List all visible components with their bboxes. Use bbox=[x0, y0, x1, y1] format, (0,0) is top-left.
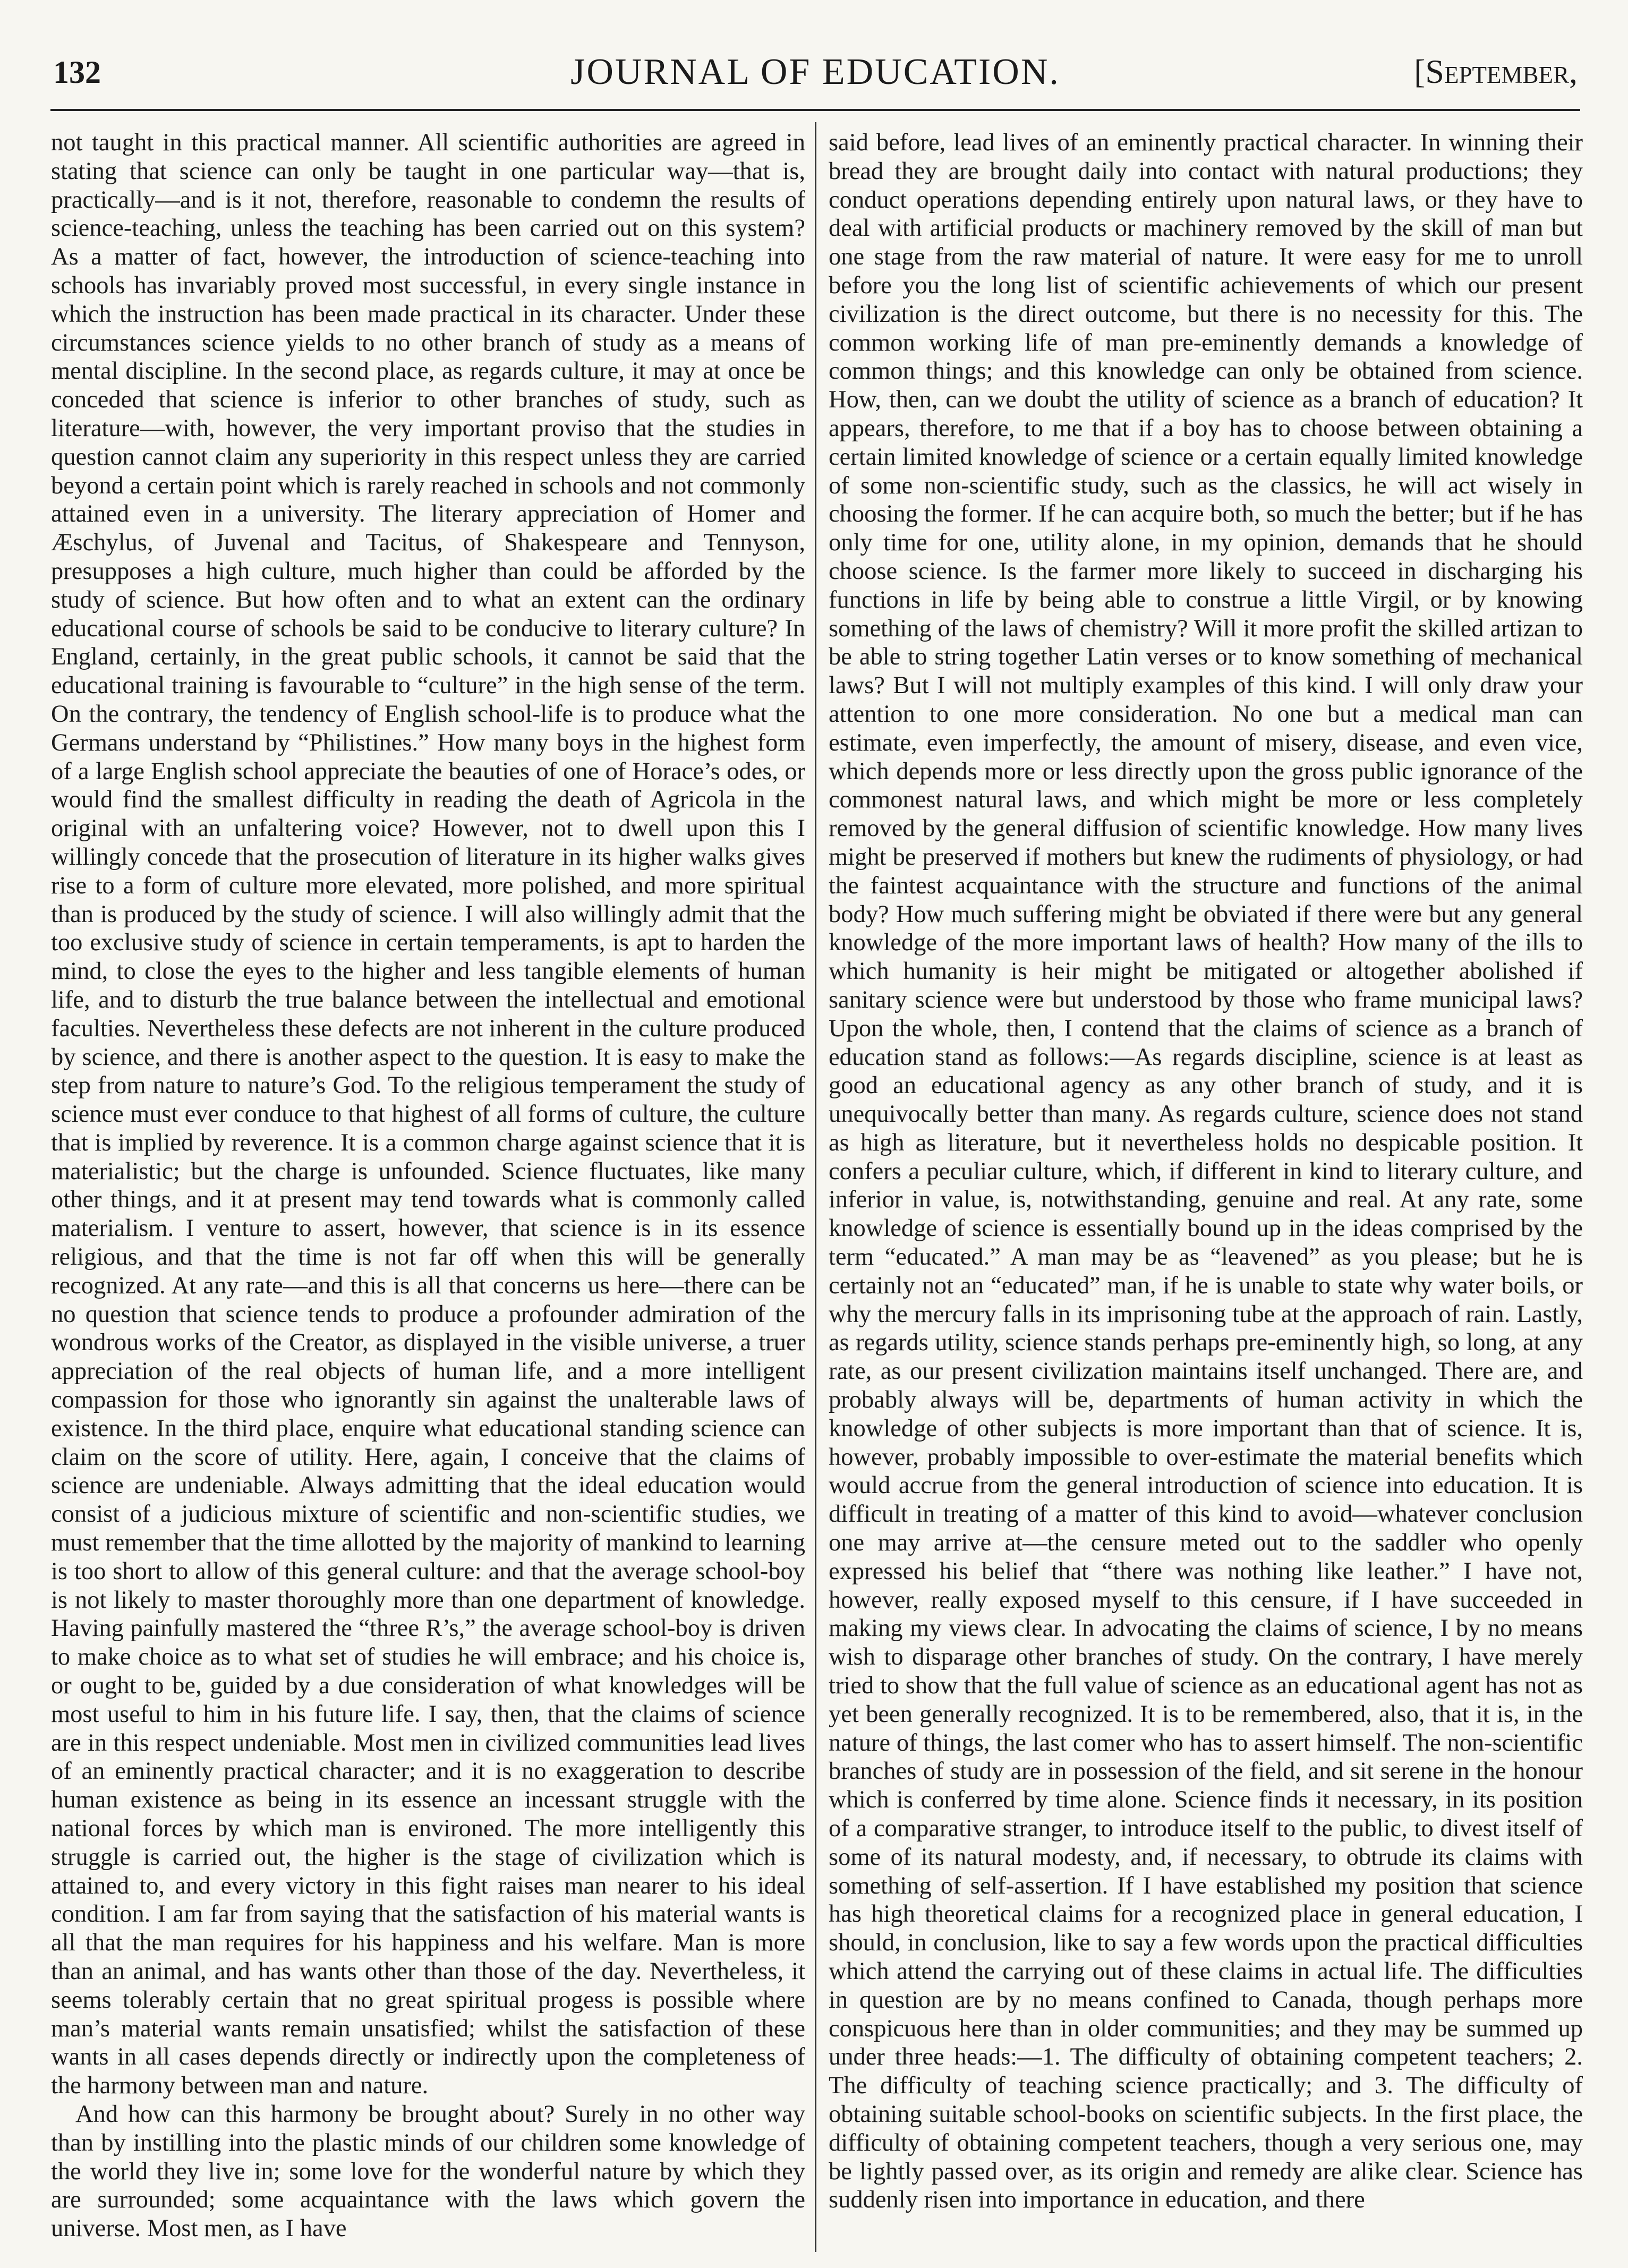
left-column bbox=[51, 129, 805, 2248]
issue-month: [September, bbox=[1414, 53, 1578, 90]
header-rule bbox=[50, 109, 1580, 111]
column-divider bbox=[815, 122, 816, 2252]
left-paragraph-2: And how can this harmony be brought about? Surely in no other way than by instilling into the plastic minds of our children some knowledge of the world they live in; some love for the wonderful nature by which they are surrounded; some acquaintance with the laws which govern the universe. Most men, as I have bbox=[51, 2100, 805, 2243]
right-paragraph-1: said before, lead lives of an eminently practical character. In winning their bread they are brought daily into contact with natural productions; they conduct operations depending entirely upon natural laws, or they have to deal with artificial products or machinery removed by the skill of man but one stage from the raw material of nature. It were easy for me to unroll before you the long list of scientific achievements of which our present civilization is the direct outcome, but there is no necessity for this. The common working life of man pre-eminently demands a knowledge of common things; and this knowledge can only be obtained from science. How, then, can we doubt the utility of science as a branch of education? It appears, therefore, to me that if a boy has to choose between obtaining a certain limited knowledge of science or a certain equally limited knowledge of some non-scientific study, such as the classics, he will act wisely in choosing the former. If he can acquire both, so much the better; but if he has only time for one, utility alone, in my opinion, demands that he should choose science. Is the farmer more likely to succeed in discharging his functions in life by being able to construe a little Virgil, or by knowing something of the laws of chemistry? Will it more profit the skilled artizan to be able to string together Latin verses or to know something of mechanical laws? But I will not multiply examples of this kind. I will only draw your attention to one more consideration. No one but a medical man can estimate, even imperfectly, the amount of misery, disease, and even vice, which depends more or less directly upon the gross public ignorance of the commonest natural laws, and which might be more or less completely removed by the general diffusion of scientific knowledge. How many lives might be preserved if mothers but knew the rudiments of physiology, or had the faintest acquaintance with the structure and functions of the animal body? How much suffering might be obviated if there were but any general knowledge of the more important laws of health? How many of the ills to which humanity is heir might be mitigated or altogether abolished if sanitary science were but understood by those who frame municipal laws? Upon the whole, then, I contend that the claims of science as a branch of education stand as follows:—As regards discipline, science is at least as good an educational agency as any other branch of study, and it is unequivocally better than many. As regards culture, science does not stand as high as literature, but it nevertheless holds no despicable position. It confers a peculiar culture, which, if different in kind to literary culture, and inferior in value, is, notwithstanding, genuine and real. At any rate, some knowledge of science is essentially bound up in the ideas comprised by the term “educated.” A man may be as “leavened” as you please; but he is certainly not an “educated” man, if he is unable to state why water boils, or why the mercury falls in its imprisoning tube at the approach of rain. Lastly, as regards utility, science stands perhaps pre-eminently high, so long, at any rate, as our present civilization maintains itself unchanged. There are, and probably always will be, departments of human activity in which the knowledge of other subjects is more important than that of science. It is, however, probably impossible to over-estimate the material benefits which would accrue from the general introduction of science into education. It is difficult in treating of a matter of this kind to avoid—whatever conclusion one may arrive at—the censure meted out to the saddler who openly expressed his belief that “there was nothing like leather.” I have not, however, really exposed myself to this censure, if I have succeeded in making my views clear. In advocating the claims of science, I by no means wish to disparage other branches of study. On the contrary, I have merely tried to show that the full value of science as an educational agent has not as yet been generally recognized. It is to be remembered, also, that it is, in the nature of things, the last comer who has to assert himself. The non-scientific branches of study are in possession of the field, and sit serene in the honour which is conferred by time alone. Science finds it necessary, in its position of a comparative stranger, to introduce itself to the public, to divest itself of some of its natural modesty, and, if necessary, to obtrude its claims with something of self-assertion. If I have established my position that science has high theoretical claims for a recognized place in general education, I should, in conclusion, like to say a few words upon the practical difficulties which attend the carrying out of these claims in actual life. The difficulties in question are by no means confined to Canada, though perhaps more conspicuous here than in older communities; and they may be summed up under three heads:—1. The difficulty of obtaining competent teachers; 2. The difficulty of teaching science practically; and 3. The difficulty of obtaining suitable school-books on scientific subjects. In the first place, the difficulty of obtaining competent teachers, though a very serious one, may be lightly passed over, as its origin and remedy are alike clear. Science has suddenly risen into importance in education, and there bbox=[829, 129, 1583, 2214]
journal-title: JOURNAL OF EDUCATION. bbox=[570, 52, 1060, 92]
right-column bbox=[829, 129, 1583, 2248]
page-number: 132 bbox=[53, 55, 101, 90]
left-paragraph-1: not taught in this practical manner. All scientific authorities are agreed in stating that science can only be taught in one particular way—that is, practically—and is it not, therefore, reasonable to condemn the results of science-teaching, unless the teaching has been carried out on this system? As a matter of fact, however, the introduction of science-teaching into schools has invariably proved most successful, in every single instance in which the instruction has been made practical in its character. Under these circumstances science yields to no other branch of study as a means of mental discipline. In the second place, as regards culture, it may at once be conceded that science is inferior to other branches of study, such as literature—with, however, the very important proviso that the studies in question cannot claim any superiority in this respect unless they are carried beyond a certain point which is rarely reached in schools and not commonly attained even in a university. The literary appreciation of Homer and Æschylus, of Juvenal and Tacitus, of Shakespeare and Tennyson, presupposes a high culture, much higher than could be afforded by the study of science. But how often and to what an extent can the ordinary educational course of schools be said to be conducive to literary culture? In England, certainly, in the great public schools, it cannot be said that the educational training is favourable to “culture” in the high sense of the term. On the contrary, the tendency of English school-life is to produce what the Germans understand by “Philistines.” How many boys in the highest form of a large English school appreciate the beauties of one of Horace’s odes, or would find the smallest difficulty in reading the death of Agricola in the original with an unfaltering voice? However, not to dwell upon this I willingly concede that the prosecution of literature in its higher walks gives rise to a form of culture more elevated, more polished, and more spiritual than is produced by the study of science. I will also willingly admit that the too exclusive study of science in certain temperaments, is apt to harden the mind, to close the eyes to the higher and less tangible elements of human life, and to disturb the true balance between the intellectual and emotional faculties. Nevertheless these defects are not inherent in the culture produced by science, and there is another aspect to the question. It is easy to make the step from nature to nature’s God. To the religious temperament the study of science must ever conduce to that highest of all forms of culture, the culture that is implied by reverence. It is a common charge against science that it is materialistic; but the charge is unfounded. Science fluctuates, like many other things, and it at present may tend towards what is commonly called materialism. I venture to assert, however, that science is in its essence religious, and that the time is not far off when this will be generally recognized. At any rate—and this is all that concerns us here—there can be no question that science tends to produce a profounder admiration of the wondrous works of the Creator, as displayed in the visible universe, a truer appreciation of the real objects of human life, and a more intelligent compassion for those who ignorantly sin against the unalterable laws of existence. In the third place, enquire what educational standing science can claim on the score of utility. Here, again, I conceive that the claims of science are undeniable. Always admitting that the ideal education would consist of a judicious mixture of scientific and non-scientific studies, we must remember that the time allotted by the majority of mankind to learning is too short to allow of this general culture: and that the average school-boy is not likely to master thoroughly more than one department of knowledge. Having painfully mastered the “three R’s,” the average school-boy is driven to make choice as to what set of studies he will embrace; and his choice is, or ought to be, guided by a due consideration of what knowledges will be most useful to him in his future life. I say, then, that the claims of science are in this respect undeniable. Most men in civilized communities lead lives of an eminently practical character; and it is no exaggeration to describe human existence as being in its essence an incessant struggle with the national forces by which man is environed. The more intelligently this struggle is carried out, the higher is the stage of civilization which is attained to, and every victory in this fight raises man nearer to his ideal condition. I am far from saying that the satisfaction of his material wants is all that the man requires for his happiness and his welfare. Man is more than an animal, and has wants other than those of the day. Nevertheless, it seems tolerably certain that no great spiritual progess is possible where man’s material wants remain unsatisfied; whilst the satisfaction of these wants in all cases depends directly or indirectly upon the completeness of the harmony between man and nature. bbox=[51, 129, 805, 2100]
page-header bbox=[53, 47, 1578, 105]
